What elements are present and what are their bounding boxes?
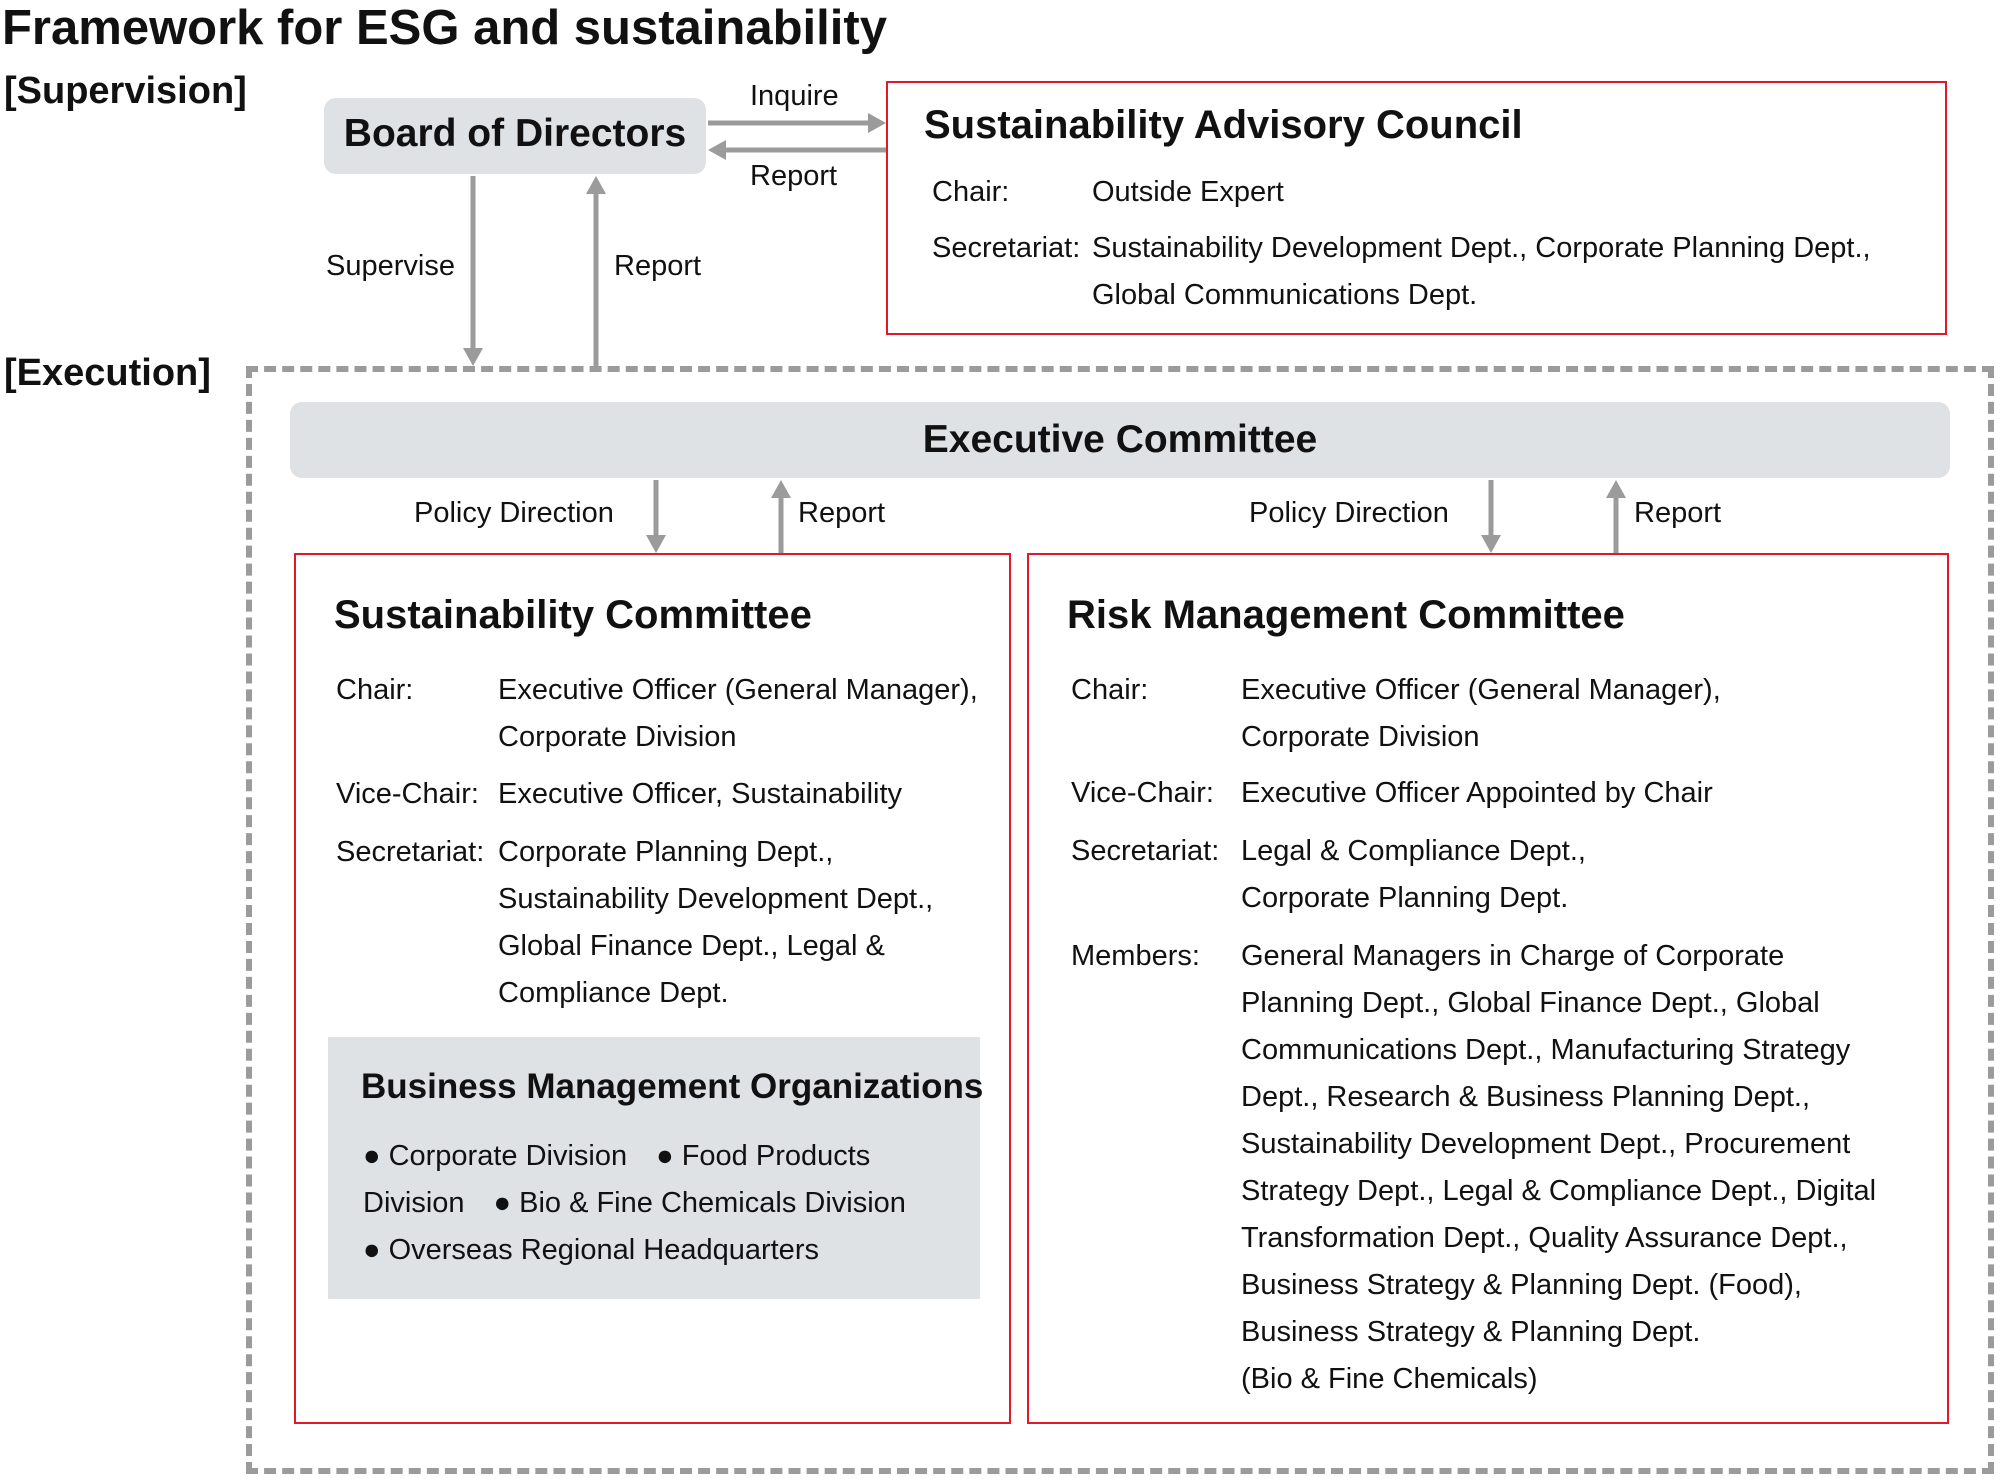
value-line: Executive Officer Appointed by Chair	[1241, 777, 1713, 809]
section-supervision: [Supervision]	[4, 70, 247, 112]
policy-right-label: Policy Direction	[1249, 497, 1449, 529]
risk-title: Risk Management Committee	[1067, 593, 1625, 637]
value-line: Sustainability Development Dept., Procurement	[1241, 1128, 1851, 1160]
value-line: Sustainability Development Dept.,	[498, 883, 934, 915]
report-board-label: Report	[614, 250, 702, 282]
report-left-label: Report	[798, 497, 886, 529]
advisory-chair-label: Chair:	[932, 176, 1010, 208]
value-line: Corporate Division	[1241, 721, 1480, 753]
value-line: Planning Dept., Global Finance Dept., Global	[1241, 987, 1820, 1019]
advisory-chair-value: Outside Expert	[1092, 176, 1284, 208]
risk-chair-label: Chair:	[1071, 674, 1149, 706]
value-line: Executive Officer, Sustainability	[498, 778, 903, 810]
risk-secretariat-label: Secretariat:	[1071, 835, 1220, 867]
page-title: Framework for ESG and sustainability	[2, 1, 887, 55]
supervise-arrowhead	[463, 348, 483, 366]
executive-committee-label: Executive Committee	[922, 418, 1318, 461]
report-left-arrowhead	[771, 480, 791, 498]
value-line: General Managers in Charge of Corporate	[1241, 940, 1785, 972]
report-up-board-arrowhead	[586, 176, 606, 194]
report-right-label: Report	[1634, 497, 1722, 529]
bmo-line: ● Overseas Regional Headquarters	[363, 1234, 819, 1266]
value-line: Strategy Dept., Legal & Compliance Dept., Digital	[1241, 1175, 1877, 1207]
value-line: Corporate Planning Dept.	[1241, 882, 1569, 914]
advisory-secretariat-line: Global Communications Dept.	[1092, 279, 1478, 311]
sustainability-chair-label: Chair:	[336, 674, 414, 706]
supervise-label: Supervise	[326, 250, 455, 282]
report-right-arrowhead	[1606, 480, 1626, 498]
inquire-label: Inquire	[750, 80, 839, 112]
section-execution: [Execution]	[4, 352, 211, 394]
report-to-board-arrowhead	[708, 140, 726, 160]
inquire-arrowhead	[868, 113, 886, 133]
report-top-label: Report	[750, 160, 838, 192]
policy-left-arrowhead	[646, 535, 666, 553]
policy-right-arrowhead	[1481, 535, 1501, 553]
value-line: Corporate Planning Dept.,	[498, 836, 834, 868]
bmo-line: ● Corporate Division ● Food Products	[363, 1140, 871, 1172]
policy-left-label: Policy Direction	[414, 497, 614, 529]
bmo-line: Division ● Bio & Fine Chemicals Division	[363, 1187, 906, 1219]
advisory-title: Sustainability Advisory Council	[924, 103, 1523, 147]
sustainability-title: Sustainability Committee	[334, 593, 812, 637]
risk-members-label: Members:	[1071, 940, 1200, 972]
value-line: Transformation Dept., Quality Assurance Dept.,	[1241, 1222, 1848, 1254]
sustainability-vicechair-label: Vice-Chair:	[336, 778, 479, 810]
sustainability-secretariat-label: Secretariat:	[336, 836, 485, 868]
value-line: Global Finance Dept., Legal &	[498, 930, 885, 962]
advisory-secretariat-line: Sustainability Development Dept., Corporate Planning Dept.,	[1092, 232, 1871, 264]
value-line: Corporate Division	[498, 721, 737, 753]
value-line: Dept., Research & Business Planning Dept.,	[1241, 1081, 1811, 1113]
value-line: Executive Officer (General Manager),	[1241, 674, 1721, 706]
bmo-title: Business Management Organizations	[361, 1067, 984, 1106]
value-line: Business Strategy & Planning Dept. (Food),	[1241, 1269, 1802, 1301]
value-line: Compliance Dept.	[498, 977, 729, 1009]
board-label: Board of Directors	[343, 112, 687, 155]
value-line: Business Strategy & Planning Dept.	[1241, 1316, 1701, 1348]
value-line: Executive Officer (General Manager),	[498, 674, 978, 706]
value-line: Legal & Compliance Dept.,	[1241, 835, 1586, 867]
value-line: Communications Dept., Manufacturing Strategy	[1241, 1034, 1851, 1066]
risk-vicechair-label: Vice-Chair:	[1071, 777, 1214, 809]
advisory-secretariat-label: Secretariat:	[932, 232, 1081, 264]
value-line: (Bio & Fine Chemicals)	[1241, 1363, 1538, 1395]
